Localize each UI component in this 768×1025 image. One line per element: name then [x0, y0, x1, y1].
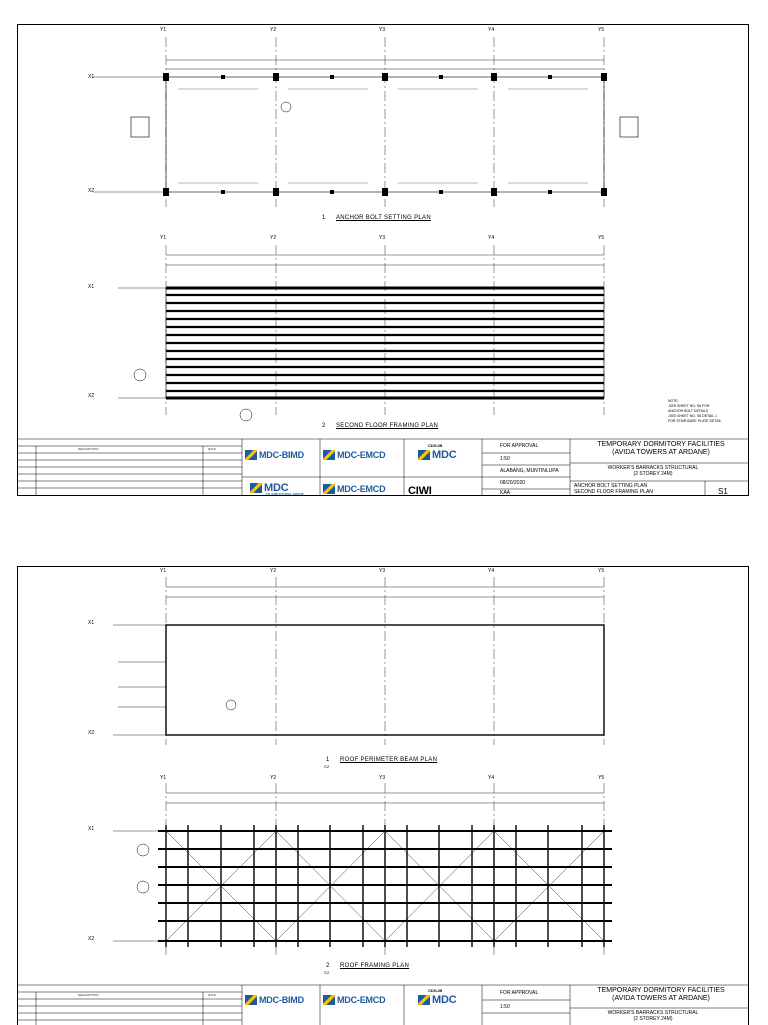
sheet-contents: ANCHOR BOLT SETTING PLAN SECOND FLOOR FRAMING PLAN — [574, 483, 653, 495]
grid-bubble: Y5 — [598, 775, 605, 781]
grid-bubble: Y1 — [160, 568, 167, 574]
logo-mdc-emcd: MDC-EMCD — [323, 450, 385, 460]
title-block-1: DESCRIPTION DATE MDC-BIMD MDC-EMCD CDG-IB MDC MDC FIT STRUCTURAL GROUP MDC-EMCD CIWI FOR APPROVAL 1:50 ALABANG, MUNTINLUPA 08/20/2020 KAA TEMPORARY DORMITORY FACILITIES (AVIDA TOWERS AT ARDANE) WORKER'S BARRACKS STRUCTURAL (2 STOREY 24M) ANCHOR BOLT SETTING PLAN SECOND FLOOR FRAMING PLAN S1 — [18, 25, 748, 495]
plan2-title: SECOND FLOOR FRAMING PLAN — [336, 423, 439, 429]
scale: 1:50 — [500, 1004, 510, 1010]
grid-bubble: Y2 — [270, 27, 277, 33]
logo-cdg-mdc: MDC — [418, 994, 456, 1006]
location: ALABANG, MUNTINLUPA — [500, 468, 559, 474]
roof-plan1-ref: 1 — [326, 757, 330, 763]
grid-bubble: X1 — [88, 284, 95, 290]
grid-bubble: Y2 — [270, 235, 277, 241]
logo-ciwi: CIWI — [408, 485, 432, 497]
grid-bubble: Y5 — [598, 568, 605, 574]
notes: NOTE: -SEE SHEET NO. S6 FOR ANCHOR BOLT DETAILS -SEE SHEET NO. S6 DETAIL 1 FOR STAIR BASE PLATE DETAIL — [668, 399, 722, 423]
status: FOR APPROVAL — [500, 443, 539, 449]
grid-bubble: Y1 — [160, 235, 167, 241]
logo-mdc-bimd: MDC-BIMD — [245, 450, 304, 460]
grid-bubble: Y5 — [598, 27, 605, 33]
grid-bubble: X1 — [88, 74, 95, 80]
drawing-sheet-1 — [17, 24, 749, 496]
logo-cdg-mdc: MDC — [418, 449, 456, 461]
grid-bubble: X1 — [88, 620, 95, 626]
logo-cdg-top: CDG-IB — [428, 988, 443, 993]
logo-mdc-fit: MDC — [250, 482, 288, 494]
grid-bubble: Y1 — [160, 775, 167, 781]
logo-fit-sub: FIT STRUCTURAL GROUP — [266, 492, 304, 496]
roof-plan2-ref: 2 — [326, 963, 330, 969]
grid-bubble: Y3 — [379, 235, 386, 241]
logo-mdc-emcd-2: MDC-EMCD — [323, 484, 385, 494]
project-name: TEMPORARY DORMITORY FACILITIES (AVIDA TOWERS AT ARDANE) — [597, 987, 725, 1002]
roof-plan1-title: ROOF PERIMETER BEAM PLAN — [340, 757, 438, 763]
drawn-by: KAA — [500, 490, 511, 496]
grid-bubble: X1 — [88, 826, 95, 832]
logo-mdc-bimd: MDC-BIMD — [245, 995, 304, 1005]
grid-bubble: Y3 — [379, 775, 386, 781]
plan2-ref: 2 — [322, 423, 326, 429]
date: 08/20/2020 — [500, 480, 526, 486]
grid-bubble: X2 — [88, 730, 95, 736]
drawing-title: WORKER'S BARRACKS STRUCTURAL (2 STOREY 24M) — [607, 1010, 699, 1022]
status: FOR APPROVAL — [500, 990, 539, 996]
grid-bubble: X2 — [88, 936, 95, 942]
project-name: TEMPORARY DORMITORY FACILITIES (AVIDA TOWERS AT ARDANE) — [597, 441, 725, 456]
grid-bubble: Y4 — [488, 27, 495, 33]
roof-plan2-title: ROOF FRAMING PLAN — [340, 963, 410, 969]
grid-bubble: Y3 — [379, 27, 386, 33]
plan1-ref: 1 — [322, 215, 326, 221]
plan1-title: ANCHOR BOLT SETTING PLAN — [336, 215, 431, 221]
grid-bubble: Y2 — [270, 568, 277, 574]
grid-bubble: X2 — [88, 393, 95, 399]
roof-plan2-sheet: S2 — [324, 970, 330, 975]
logo-cdg-top: CDG-IB — [428, 443, 443, 448]
sheet-number: S1 — [718, 487, 728, 496]
grid-bubble: Y4 — [488, 568, 495, 574]
grid-bubble: Y5 — [598, 235, 605, 241]
grid-bubble: Y3 — [379, 568, 386, 574]
title-block-2: DESCRIPTION DATE MDC-BIMD MDC-EMCD CDG-IB MDC FOR APPROVAL 1:50 TEMPORARY DORMITORY FACILITIES (AVIDA TOWERS AT ARDANE) WORKER'S BARRACKS STRUCTURAL (2 STOREY 24M) — [18, 567, 748, 1025]
grid-bubble: Y2 — [270, 775, 277, 781]
grid-bubble: X2 — [88, 188, 95, 194]
logo-mdc-emcd: MDC-EMCD — [323, 995, 385, 1005]
drawing-sheet-2 — [17, 566, 749, 1025]
grid-bubble: Y1 — [160, 27, 167, 33]
roof-plan1-sheet: S2 — [324, 764, 330, 769]
drawing-title: WORKER'S BARRACKS STRUCTURAL (2 STOREY 24M) — [607, 465, 699, 477]
grid-bubble: Y4 — [488, 775, 495, 781]
scale: 1:50 — [500, 456, 510, 462]
grid-bubble: Y4 — [488, 235, 495, 241]
